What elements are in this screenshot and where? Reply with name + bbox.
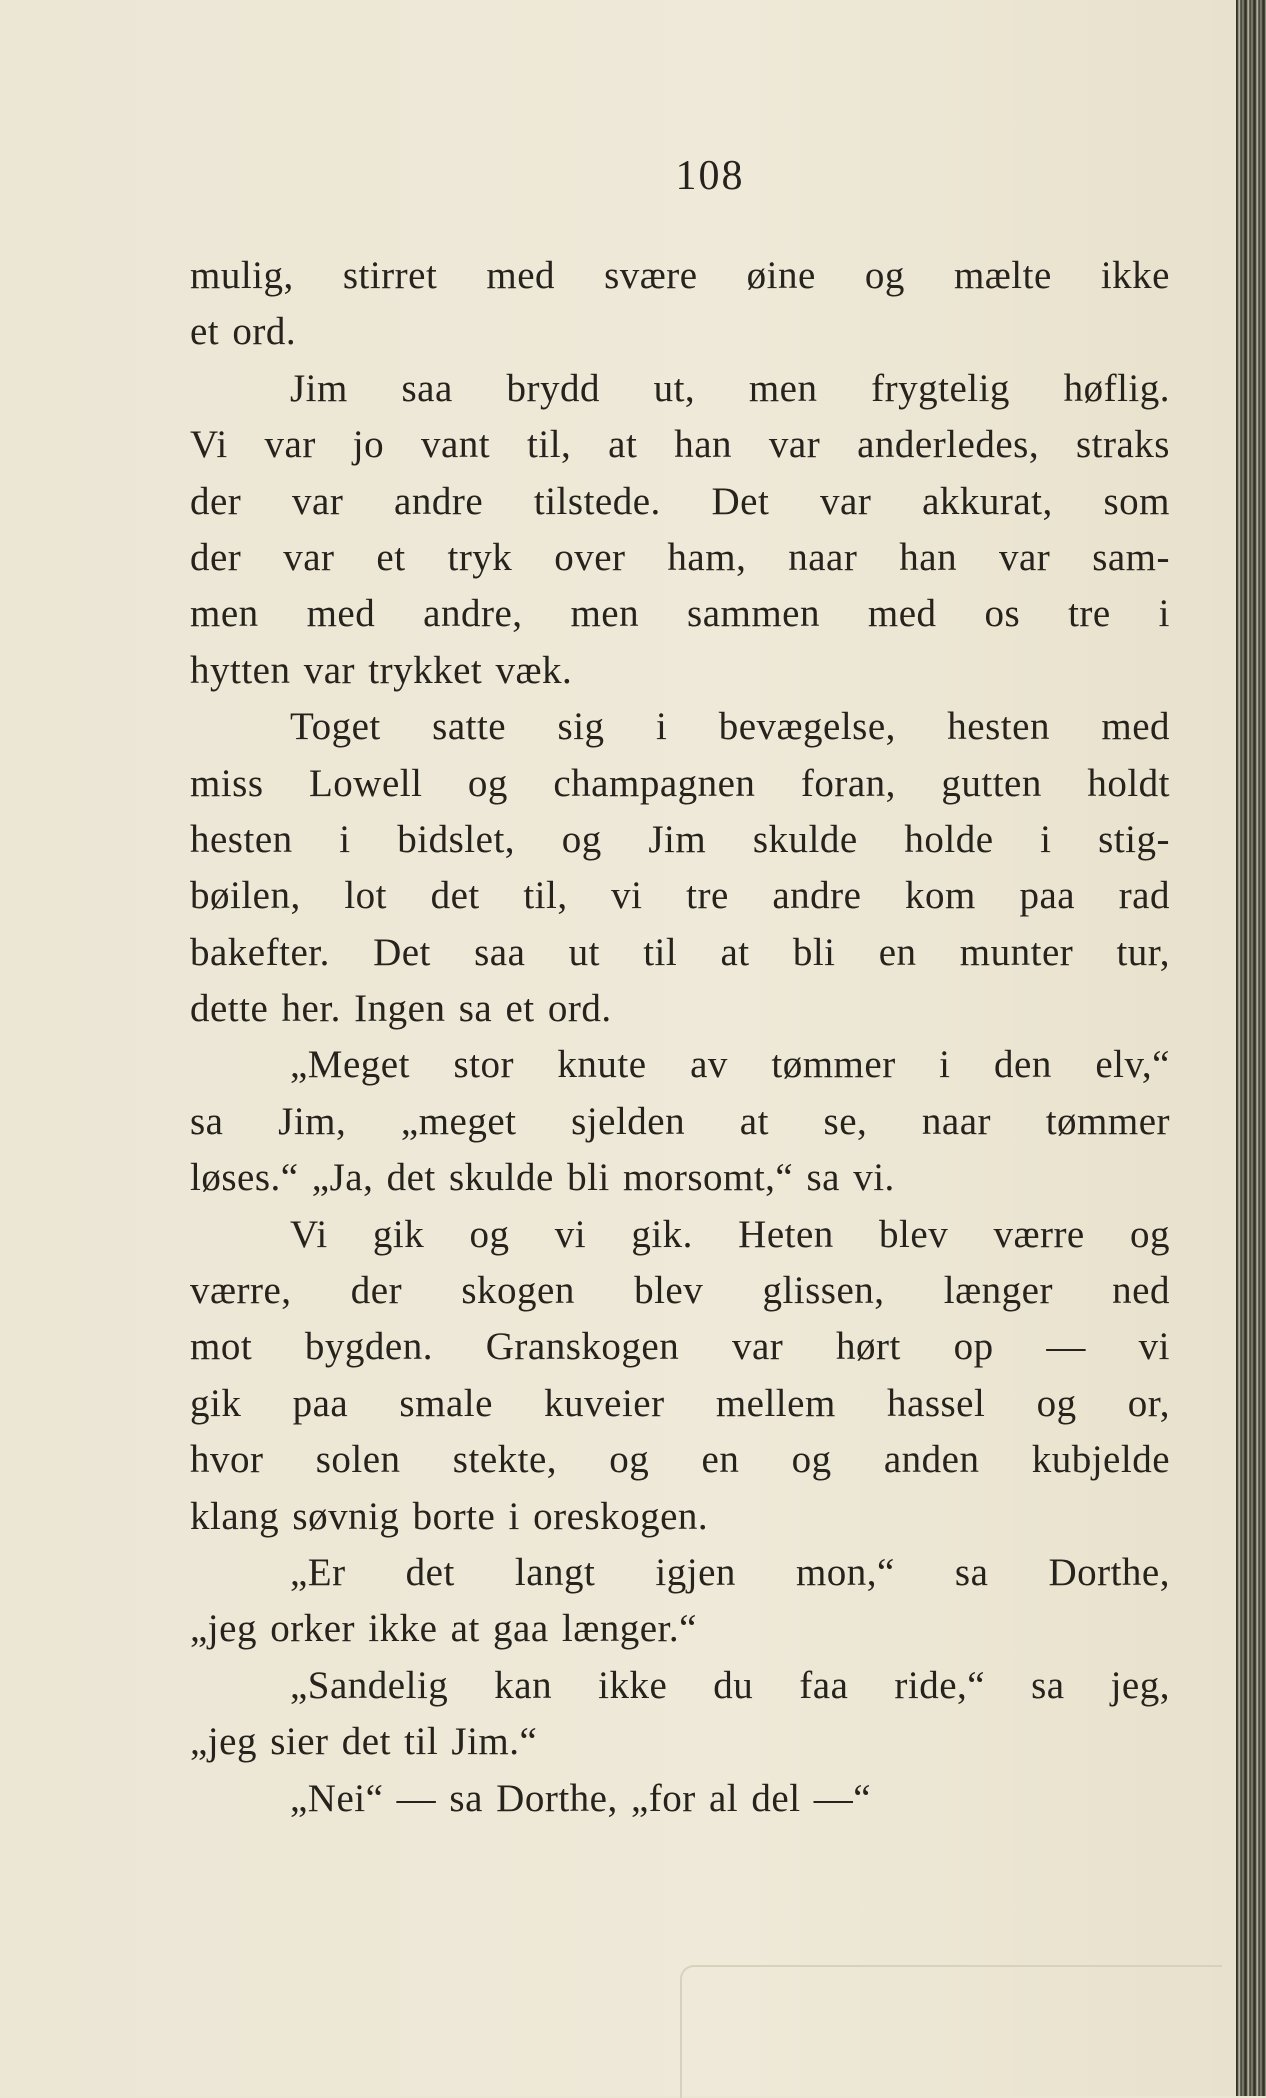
text-line: mulig, stirret med svære øine og mælte ikke [190, 254, 1170, 297]
text-line: der var andre tilstede. Det var akkurat, som [190, 479, 1170, 523]
text-line: „Sandelig kan ikke du faa ride,“ sa jeg, [290, 1663, 1170, 1707]
text-line: sa Jim, „meget sjelden at se, naar tømmer [190, 1099, 1170, 1143]
text-line: gik paa smale kuveier mellem hassel og or, [190, 1381, 1170, 1425]
text-line: bøilen, lot det til, vi tre andre kom paa rad [190, 874, 1170, 918]
text-line: et ord. [190, 310, 297, 354]
text-line: men med andre, men sammen med os tre i [190, 592, 1170, 636]
text-line: løses.“ „Ja, det skulde bli morsomt,“ sa vi. [190, 1156, 895, 1200]
text-line: hvor solen stekte, og en og anden kubjelde [190, 1438, 1170, 1482]
body-text [190, 248, 1170, 1827]
page-number: 108 [675, 153, 745, 199]
text-line: dette her. Ingen sa et ord. [190, 987, 612, 1031]
text-line: hesten i bidslet, og Jim skulde holde i stig- [190, 817, 1170, 861]
text-line: der var et tryk over ham, naar han var sam- [190, 535, 1170, 579]
text-line: bakefter. Det saa ut til at bli en munter tur, [190, 930, 1170, 974]
text-line: hytten var trykket væk. [190, 648, 573, 692]
text-line: klang søvnig borte i oreskogen. [190, 1494, 709, 1538]
text-line: miss Lowell og champagnen foran, gutten holdt [190, 761, 1170, 805]
text-line: „jeg orker ikke at gaa længer.“ [190, 1607, 697, 1651]
page-fold-mark [680, 1965, 1222, 2098]
text-line: værre, der skogen blev glissen, længer ned [190, 1269, 1170, 1313]
text-line: mot bygden. Granskogen var hørt op — vi [190, 1325, 1170, 1369]
text-line: „Er det langt igjen mon,“ sa Dorthe, [290, 1550, 1170, 1594]
text-line: Jim saa brydd ut, men frygtelig høflig. [290, 366, 1170, 410]
page-edge [1236, 0, 1266, 2096]
text-line: „Meget stor knute av tømmer i den elv,“ [290, 1043, 1170, 1087]
text-line: Vi var jo vant til, at han var anderledes, straks [190, 423, 1170, 467]
text-line: Vi gik og vi gik. Heten blev værre og [290, 1212, 1170, 1256]
text-line: „Nei“ — sa Dorthe, „for al del —“ [290, 1776, 872, 1820]
text-line: „jeg sier det til Jim.“ [190, 1720, 538, 1764]
text-line: Toget satte sig i bevægelse, hesten med [290, 705, 1170, 749]
